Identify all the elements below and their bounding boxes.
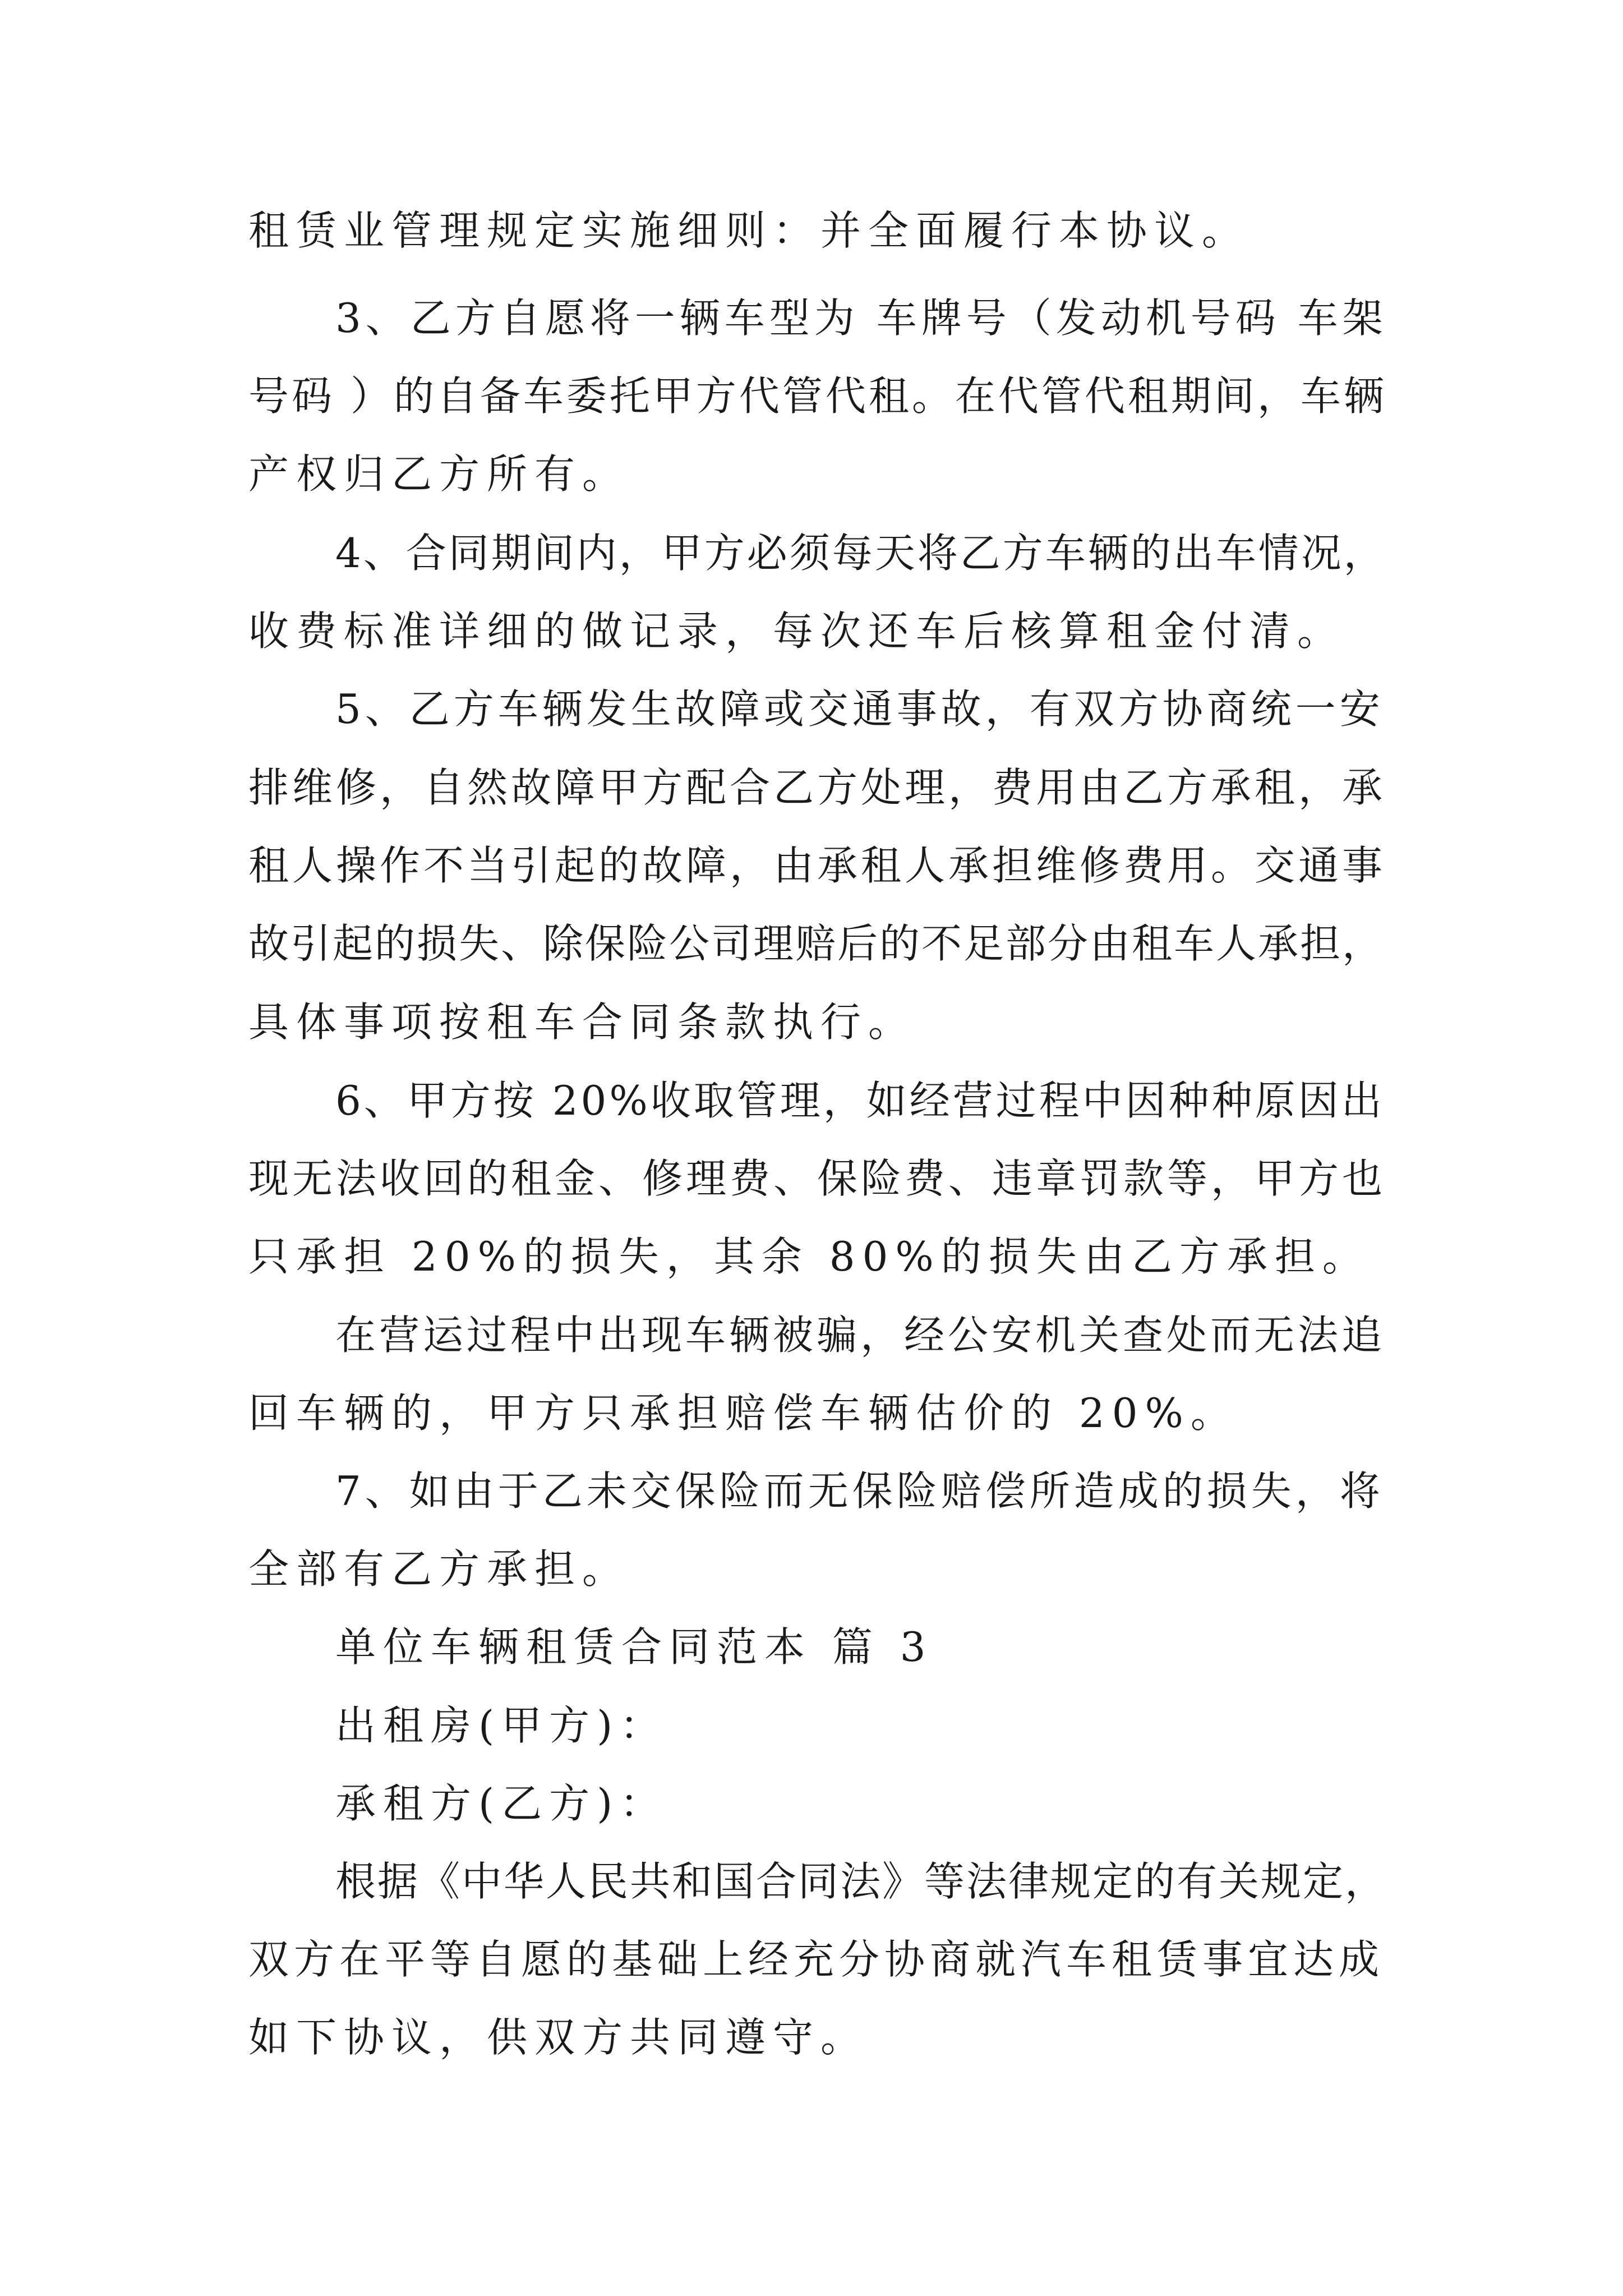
text-line: 租人操作不当引起的故障，由承租人承担维修费用。交通事: [248, 842, 1386, 889]
text-line: 故引起的损失、除保险公司理赔后的不足部分由租车人承担，: [248, 920, 1385, 967]
text-line: 5、乙方车辆发生故障或交通事故，有双方协商统一安: [335, 685, 1384, 733]
text-line: 排维修，自然故障甲方配合乙方处理，费用由乙方承租，承: [248, 764, 1386, 811]
text-line: 承租方(乙方)：: [335, 1780, 668, 1827]
text-line: 全部有乙方承担。: [248, 1545, 630, 1593]
text-line: 租赁业管理规定实施细则：并全面履行本协议。: [248, 207, 1250, 254]
text-line: 现无法收回的租金、修理费、保险费、违章罚款等，甲方也: [248, 1155, 1386, 1202]
text-line: 双方在平等自愿的基础上经充分协商就汽车租赁事宜达成: [248, 1936, 1385, 1983]
text-line: 在营运过程中出现车辆被骗，经公安机关查处而无法追: [335, 1312, 1386, 1359]
text-line: 根据《中华人民共和国合同法》等法律规定的有关规定，: [335, 1858, 1387, 1905]
text-line: 出租房(甲方)：: [335, 1702, 668, 1749]
text-line: 回车辆的，甲方只承担赔偿车辆估价的 20%。: [248, 1389, 1238, 1437]
text-line: 只承担 20%的损失，其余 80%的损失由乙方承担。: [248, 1233, 1370, 1280]
text-line: 6、甲方按 20%收取管理，如经营过程中因种种原因出: [335, 1077, 1385, 1124]
text-line: 产权归乙方所有。: [248, 450, 630, 498]
text-line: 单位车辆租赁合同范本 篇 3: [335, 1623, 933, 1671]
text-line: 具体事项按租车合同条款执行。: [248, 999, 916, 1046]
text-line: 收费标准详细的做记录，每次还车后核算租金付清。: [248, 608, 1345, 655]
text-line: 7、如由于乙未交保险而无保险赔偿所造成的损失，将: [335, 1467, 1384, 1515]
text-line: 号码 ）的自备车委托甲方代管代租。在代管代租期间，车辆: [248, 372, 1387, 420]
text-line: 如下协议，供双方共同遵守。: [248, 2014, 869, 2061]
text-line: 4、合同期间内，甲方必须每天将乙方车辆的出车情况，: [335, 530, 1386, 577]
text-line: 3、乙方自愿将一辆车型为 车牌号（发动机号码 车架: [335, 295, 1387, 342]
